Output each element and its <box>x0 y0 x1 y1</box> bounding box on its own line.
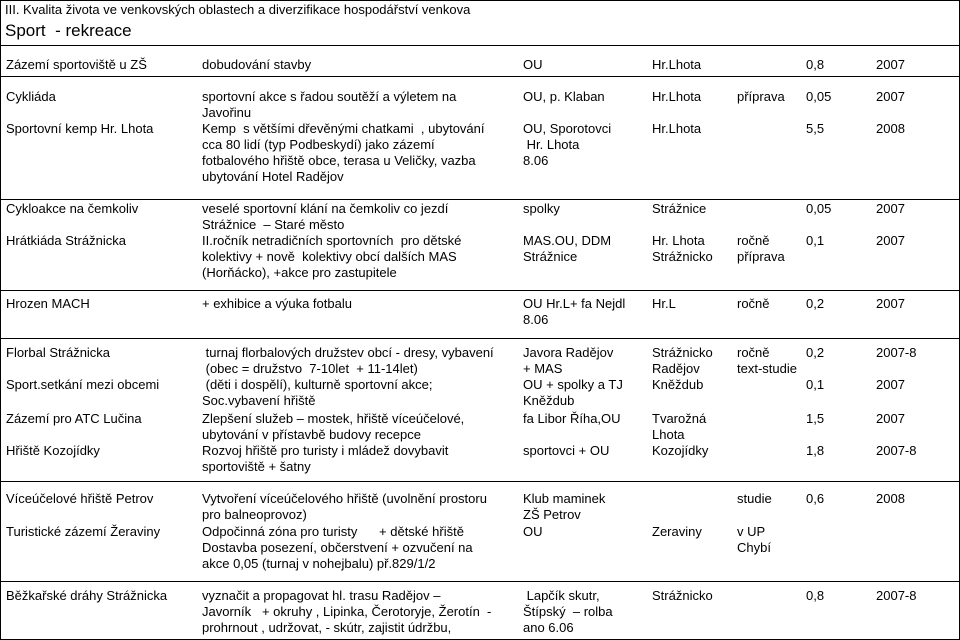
cell-cost: 1,5 <box>806 411 825 426</box>
cell-description: dobudování stavby <box>202 57 312 72</box>
cell-status: ročně <box>737 296 770 311</box>
cell-location: Hr.L <box>652 296 676 311</box>
cell-description: + exhibice a výuka fotbalu <box>202 296 352 311</box>
row-divider <box>0 581 960 582</box>
grid-line-top <box>0 0 960 1</box>
cell-implementer: spolky <box>523 201 560 216</box>
cell-implementer: Klub maminek ZŠ Petrov <box>523 491 606 522</box>
cell-implementer: OU, p. Klaban <box>523 89 605 104</box>
cell-project: Florbal Strážnicka <box>6 345 111 360</box>
cell-description: Rozvoj hřiště pro turisty i mládež dovybavit sportoviště + šatny <box>202 443 449 474</box>
section-subtitle: Sport - rekreace <box>5 21 132 40</box>
cell-year: 2007 <box>876 296 905 311</box>
cell-cost: 5,5 <box>806 121 825 136</box>
cell-implementer: OU Hr.L+ fa Nejdl 8.06 <box>523 296 626 327</box>
cell-location: Strážnicko <box>652 588 713 603</box>
cell-project: Zázemí sportoviště u ZŠ <box>6 57 147 72</box>
cell-project: Turistické zázemí Žeraviny <box>6 524 161 539</box>
row-divider <box>0 338 960 339</box>
cell-status: příprava <box>737 89 785 104</box>
cell-implementer: sportovci + OU <box>523 443 610 458</box>
cell-location: Kozojídky <box>652 443 709 458</box>
cell-implementer: OU + spolky a TJ Kněždub <box>523 377 623 408</box>
cell-location: Hr.Lhota <box>652 89 702 104</box>
cell-description: sportovní akce s řadou soutěží a výletem na Javořinu <box>202 89 457 120</box>
cell-description: vyznačit a propagovat hl. trasu Radějov – Javorník + okruhy , Lipinka, Čerotoryje, Žerotín - prohrnout , udržovat, - skútr, zajistit údržbu, <box>202 588 492 635</box>
cell-status: ročně text-studie <box>737 345 797 376</box>
cell-year: 2008 <box>876 491 905 506</box>
cell-implementer: OU, Sporotovci Hr. Lhota 8.06 <box>523 121 612 168</box>
cell-year: 2007-8 <box>876 588 917 603</box>
cell-project: Hrátkiáda Strážnicka <box>6 233 126 248</box>
cell-project: Hrozen MACH <box>6 296 90 311</box>
cell-implementer: fa Libor Říha,OU <box>523 411 621 426</box>
cell-description: Odpočinná zóna pro turisty + dětské hřiště Dostavba posezení, občerstvení + ozvučení na akce 0,05 (turnaj v nohejbalu) př.829/1/2 <box>202 524 473 571</box>
cell-location: Zeraviny <box>652 524 702 539</box>
cell-location: Hr. Lhota Strážnicko <box>652 233 713 264</box>
document-title: III. Kvalita života ve venkovských oblastech a diverzifikace hospodářství venkova <box>5 2 471 17</box>
row-divider <box>0 290 960 291</box>
cell-cost: 0,8 <box>806 57 825 72</box>
row-divider <box>0 199 960 200</box>
cell-cost: 0,2 <box>806 296 825 311</box>
cell-location: Hr.Lhota <box>652 121 702 136</box>
cell-status: ročně příprava <box>737 233 785 264</box>
cell-year: 2007 <box>876 201 905 216</box>
cell-cost: 0,1 <box>806 233 825 248</box>
cell-location: Hr.Lhota <box>652 57 702 72</box>
cell-description: turnaj florbalových družstev obcí - dresy, vybavení (obec = družstvo 7-10let + 11-14let) <box>205 345 494 376</box>
row-divider <box>0 76 960 77</box>
cell-year: 2007 <box>876 233 905 248</box>
cell-location: Strážnicko Radějov <box>652 345 713 376</box>
row-divider <box>0 481 960 482</box>
cell-description: II.ročník netradičních sportovních pro dětské kolektivy + nově kolektivy obcí dalších MAS (Horňácko), +akce pro zastupitele <box>202 233 462 280</box>
cell-year: 2007 <box>876 411 905 426</box>
cell-year: 2007 <box>876 57 905 72</box>
cell-status: v UP Chybí <box>737 524 771 555</box>
cell-project: Cykloakce na čemkoliv <box>6 201 139 216</box>
cell-description: veselé sportovní klání na čemkoliv co jezdí Strážnice – Staré město <box>202 201 449 232</box>
cell-cost: 0,05 <box>806 201 832 216</box>
cell-year: 2008 <box>876 121 905 136</box>
cell-project: Víceúčelové hřiště Petrov <box>6 491 154 506</box>
cell-cost: 0,8 <box>806 588 825 603</box>
cell-location: Strážnice <box>652 201 707 216</box>
cell-implementer: MAS.OU, DDM Strážnice <box>523 233 612 264</box>
cell-implementer: OU <box>523 524 543 539</box>
cell-implementer: Javora Radějov + MAS <box>523 345 614 376</box>
cell-year: 2007 <box>876 89 905 104</box>
cell-project: Zázemí pro ATC Lučina <box>6 411 142 426</box>
cell-status: studie <box>737 491 772 506</box>
cell-cost: 1,8 <box>806 443 825 458</box>
cell-project: Sportovní kemp Hr. Lhota <box>6 121 154 136</box>
cell-implementer: OU <box>523 57 543 72</box>
cell-cost: 0,1 <box>806 377 825 392</box>
cell-year: 2007-8 <box>876 443 917 458</box>
cell-implementer: Lapčík skutr, Štípský – rolba ano 6.06 <box>523 588 613 635</box>
cell-description: (děti i dospělí), kulturně sportovní akce; Soc.vybavení hřiště <box>202 377 433 408</box>
grid-line-left <box>0 0 1 640</box>
cell-description: Vytvoření víceúčelového hřiště (uvolnění prostoru pro balneoprovoz) <box>202 491 487 522</box>
header-divider <box>0 45 960 46</box>
cell-project: Běžkařské dráhy Strážnicka <box>6 588 168 603</box>
cell-cost: 0,05 <box>806 89 832 104</box>
cell-location: Tvarožná Lhota <box>652 411 707 442</box>
cell-project: Cykliáda <box>6 89 56 104</box>
cell-year: 2007 <box>876 377 905 392</box>
cell-project: Sport.setkání mezi obcemi <box>6 377 160 392</box>
cell-cost: 0,2 <box>806 345 825 360</box>
cell-year: 2007-8 <box>876 345 917 360</box>
cell-location: Kněždub <box>652 377 704 392</box>
cell-description: Kemp s většími dřevěnými chatkami , ubytování cca 80 lidí (typ Podbeskydí) jako zázemí fotbalového hřiště obce, terasa u Veličky, vazba ubytování Hotel Radějov <box>202 121 485 184</box>
cell-project: Hřiště Kozojídky <box>6 443 100 458</box>
cell-description: Zlepšení služeb – mostek, hřiště víceúčelové, ubytování v přístavbě budovy recepce <box>202 411 465 442</box>
cell-cost: 0,6 <box>806 491 825 506</box>
